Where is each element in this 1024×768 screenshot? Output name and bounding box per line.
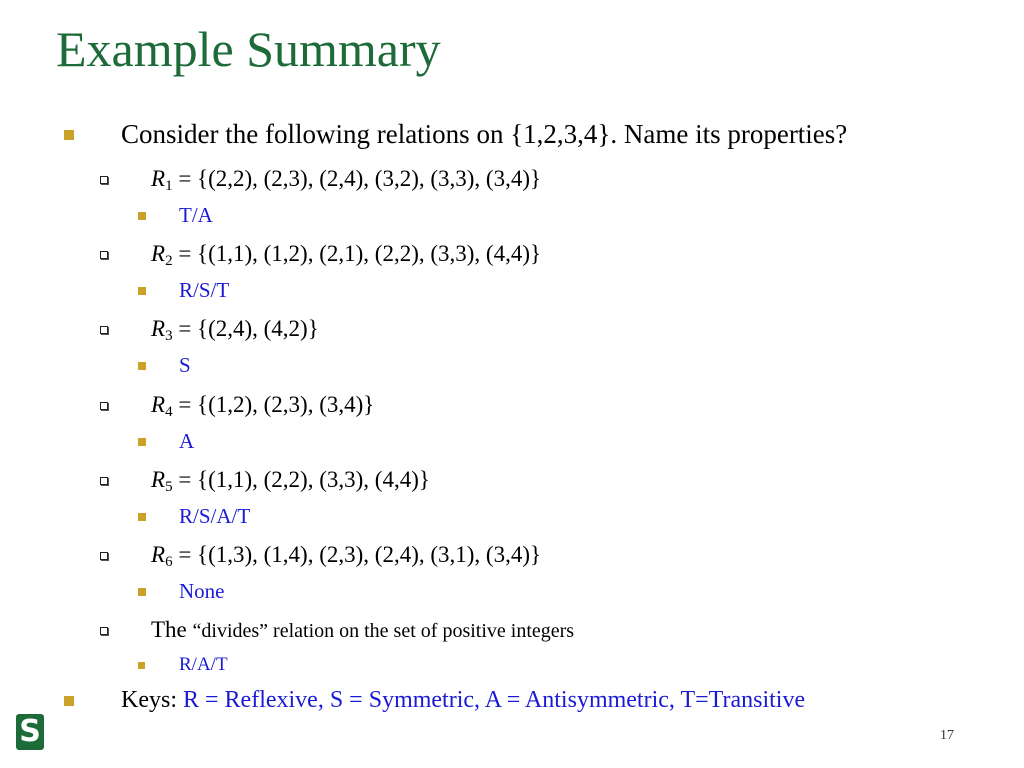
answer-text: S	[179, 353, 191, 377]
relation-item-2	[0, 239, 1024, 271]
answer-item-3	[0, 351, 1024, 379]
divides-answer-item	[0, 651, 1024, 679]
checkbox-bullet-icon	[100, 402, 108, 410]
square-bullet-icon	[64, 696, 74, 706]
relation-text	[151, 390, 374, 420]
relation-name: R	[151, 392, 166, 417]
relation-subscript: 4	[165, 404, 173, 420]
relation-set: = {(2,4), (4,2)}	[178, 316, 319, 341]
answer-text: R/S/A/T	[179, 504, 251, 528]
keys-text	[121, 682, 805, 718]
square-bullet-icon	[138, 212, 146, 220]
relation-subscript: 1	[165, 178, 173, 194]
relation-subscript: 3	[165, 328, 173, 344]
relation-name: R	[151, 467, 166, 492]
relation-set: = {(1,3), (1,4), (2,3), (2,4), (3,1), (3,4)}	[178, 542, 542, 567]
checkbox-bullet-icon	[100, 627, 108, 635]
relation-text	[151, 239, 541, 269]
relation-item-5	[0, 465, 1024, 497]
checkbox-bullet-icon	[100, 326, 108, 334]
relation-subscript: 2	[165, 253, 173, 269]
relation-item-6	[0, 540, 1024, 572]
slide-title: Example Summary	[56, 21, 441, 77]
relation-name: R	[151, 316, 166, 341]
relation-item-1	[0, 164, 1024, 196]
keys-label: Keys:	[121, 687, 177, 713]
divides-text	[151, 615, 574, 646]
relation-item-4	[0, 390, 1024, 422]
square-bullet-icon	[138, 287, 146, 295]
answer-item-2	[0, 276, 1024, 304]
relation-set: = {(1,2), (2,3), (3,4)}	[178, 392, 375, 417]
relation-name: R	[151, 542, 166, 567]
keys-item	[0, 682, 1024, 718]
relation-set: = {(1,1), (1,2), (2,1), (2,2), (3,3), (4,4)}	[178, 241, 542, 266]
checkbox-bullet-icon	[100, 251, 108, 259]
answer-text: A	[179, 429, 195, 453]
relation-subscript: 5	[165, 479, 173, 495]
answer-item-1	[0, 201, 1024, 229]
answer-text: None	[179, 579, 225, 603]
answer-item-5	[0, 502, 1024, 530]
relation-text	[151, 465, 430, 495]
checkbox-bullet-icon	[100, 176, 108, 184]
square-bullet-icon	[138, 438, 146, 446]
answer-text: R/S/T	[179, 278, 230, 302]
square-bullet-icon	[138, 662, 145, 669]
answer-text: T/A	[179, 203, 213, 227]
checkbox-bullet-icon	[100, 552, 108, 560]
answer-item-6	[0, 577, 1024, 605]
relation-text	[151, 540, 541, 570]
relation-name: R	[151, 166, 166, 191]
relation-subscript: 6	[165, 554, 173, 570]
relation-set: = {(2,2), (2,3), (2,4), (3,2), (3,3), (3,4)}	[178, 166, 542, 191]
answer-item-4	[0, 427, 1024, 455]
answer-text: R/A/T	[179, 654, 228, 675]
divides-lead: The	[151, 617, 187, 642]
university-logo: S	[16, 714, 44, 750]
intro-item	[0, 116, 1024, 152]
square-bullet-icon	[138, 588, 146, 596]
keys-definitions: R = Reflexive, S = Symmetric, A = Antisymmetric, T=Transitive	[183, 687, 806, 713]
square-bullet-icon	[138, 362, 146, 370]
relation-set: = {(1,1), (2,2), (3,3), (4,4)}	[178, 467, 430, 492]
square-bullet-icon	[138, 513, 146, 521]
relation-text	[151, 164, 541, 194]
relation-text	[151, 314, 319, 344]
relation-name: R	[151, 241, 166, 266]
intro-text: Consider the following relations on {1,2,3,4}. Name its properties?	[121, 119, 848, 149]
divides-item	[0, 615, 1024, 647]
checkbox-bullet-icon	[100, 477, 108, 485]
square-bullet-icon	[64, 130, 74, 140]
relation-item-3	[0, 314, 1024, 346]
divides-rest: “divides” relation on the set of positive integers	[192, 620, 575, 642]
page-number: 17	[940, 728, 954, 743]
